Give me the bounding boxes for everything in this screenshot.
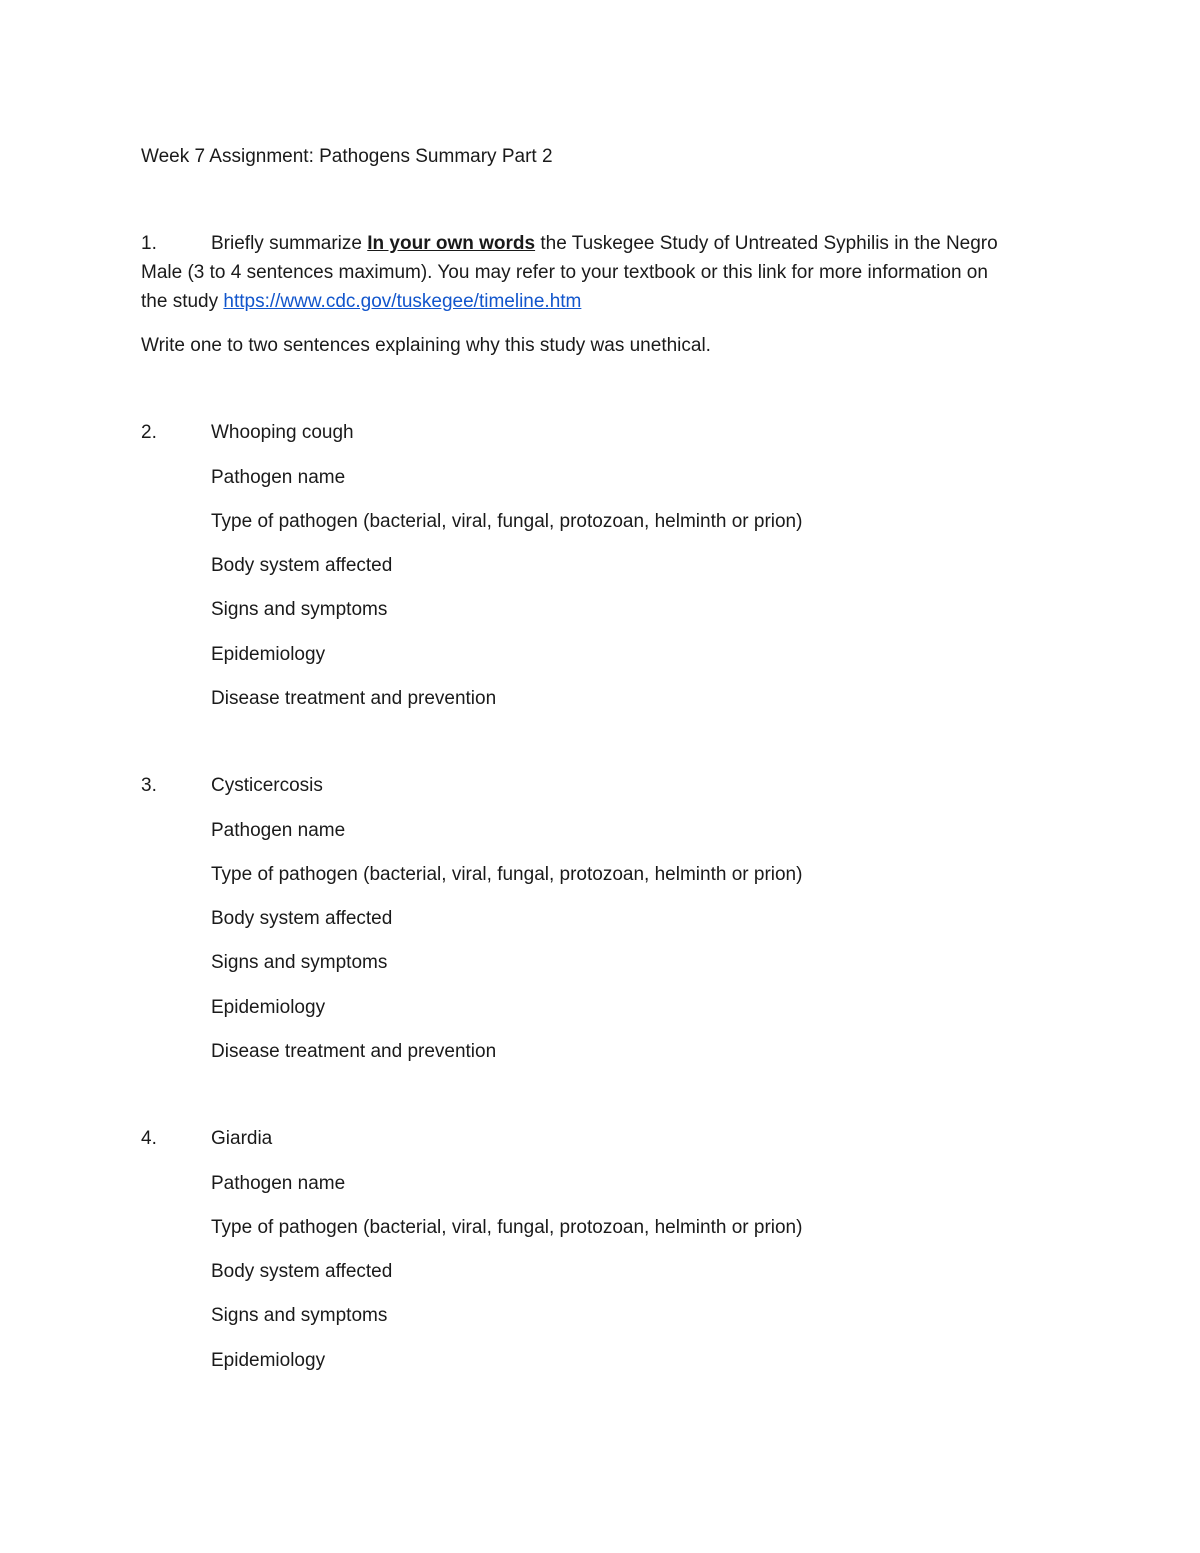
q4-field: Epidemiology (211, 1350, 326, 1371)
q3-disease: Cysticercosis (211, 775, 323, 796)
q3-field: Disease treatment and prevention (211, 1041, 497, 1062)
q2-field: Signs and symptoms (211, 599, 388, 620)
q2-field: Epidemiology (211, 644, 326, 665)
q1-line-3 (141, 287, 581, 316)
q1-followup: Write one to two sentences explaining why this study was unethical. (141, 335, 711, 356)
cdc-timeline-link[interactable]: https://www.cdc.gov/tuskegee/timeline.htm (223, 291, 582, 312)
q3-number: 3. (141, 775, 157, 796)
q1-text-a: Briefly summarize (211, 233, 368, 254)
q4-disease: Giardia (211, 1128, 273, 1149)
q4-field: Type of pathogen (bacterial, viral, fungal, protozoan, helminth or prion) (211, 1217, 803, 1238)
q4-field: Signs and symptoms (211, 1305, 388, 1326)
q1-text-b: the Tuskegee Study of Untreated Syphilis in the Negro (535, 233, 998, 254)
q2-field: Body system affected (211, 555, 393, 576)
q3-field: Body system affected (211, 908, 393, 929)
q2-number: 2. (141, 422, 157, 443)
q2-field: Disease treatment and prevention (211, 688, 497, 709)
q1-line-3-prefix: the study (141, 291, 224, 312)
q1-emphasis: In your own words (367, 233, 536, 254)
q1-number: 1. (141, 233, 157, 254)
q4-number: 4. (141, 1128, 157, 1149)
q3-field: Epidemiology (211, 997, 326, 1018)
q2-field: Pathogen name (211, 467, 346, 488)
q3-field: Signs and symptoms (211, 952, 388, 973)
q1-line-2: Male (3 to 4 sentences maximum). You may refer to your textbook or this link for more information on (141, 262, 988, 283)
q1-line-1 (211, 229, 998, 258)
document-title: Week 7 Assignment: Pathogens Summary Part 2 (141, 146, 553, 167)
q2-field: Type of pathogen (bacterial, viral, fungal, protozoan, helminth or prion) (211, 511, 803, 532)
q2-disease: Whooping cough (211, 422, 354, 443)
q3-field: Type of pathogen (bacterial, viral, fungal, protozoan, helminth or prion) (211, 864, 803, 885)
q4-field: Pathogen name (211, 1173, 346, 1194)
q3-field: Pathogen name (211, 820, 346, 841)
q4-field: Body system affected (211, 1261, 393, 1282)
